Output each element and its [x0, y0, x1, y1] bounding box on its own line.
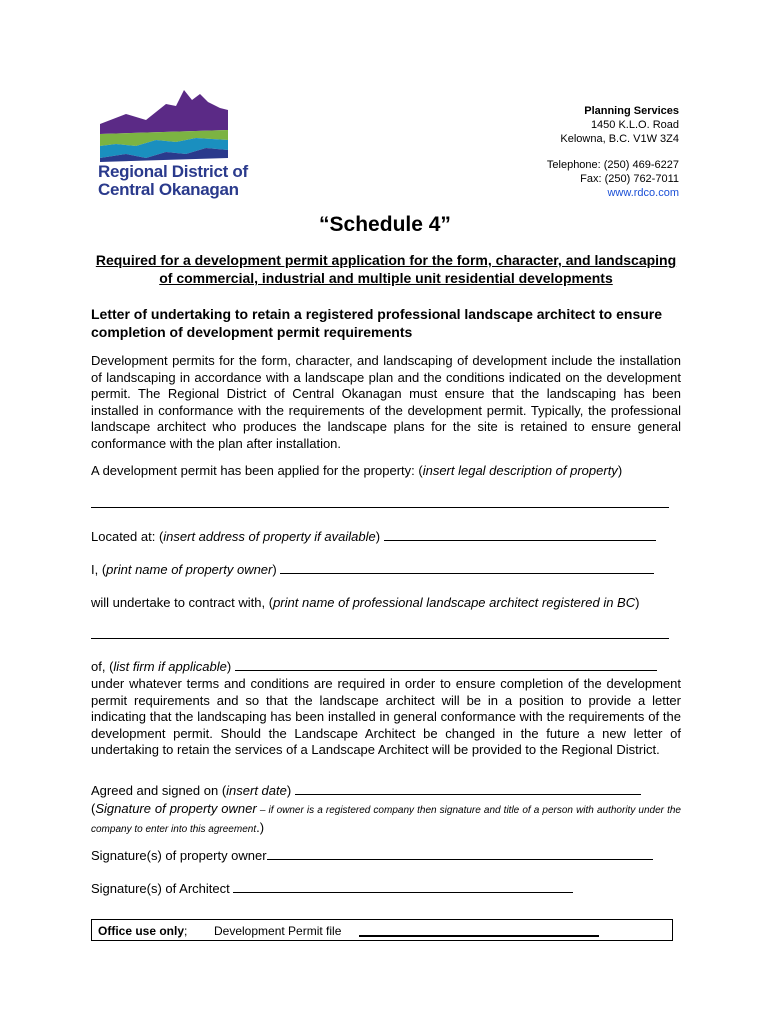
architect-prompt: will undertake to contract with, (print name of professional landscape architect registered in BC): [91, 595, 640, 610]
logo-purple-mountain: [100, 90, 228, 134]
page-title: “Schedule 4”: [319, 213, 451, 236]
terms-paragraph: under whatever terms and conditions are required in order to ensure completion of the development permit requirements and so that the landscape architect will be in a position to provide a letter indicating that the landscaping has been installed in general conformance with the requirements of the development permit. Should the Landscape Architect be changed in the future a new letter of undertaking to retain the services of a Landscape Architect will be provided to the Regional District.: [91, 676, 681, 757]
architect-signature-field[interactable]: Signature(s) of Architect: [91, 881, 573, 897]
website-link[interactable]: www.rdco.com: [607, 187, 679, 199]
telephone: Telephone: (250) 469-6227: [546, 159, 679, 171]
department-name: Planning Services: [584, 105, 679, 117]
property-prompt: A development permit has been applied for the property: (insert legal description of property): [91, 463, 623, 478]
located-field[interactable]: Located at: (insert address of property if available): [91, 529, 656, 545]
owner-signature-field[interactable]: Signature(s) of property owner: [91, 848, 653, 864]
section-heading: Letter of undertaking to retain a registered professional landscape architect to ensure completion of development permit requirements: [91, 306, 663, 340]
permit-file-field[interactable]: [359, 935, 599, 937]
fax: Fax: (250) 762-7011: [580, 173, 679, 185]
page-subtitle: Required for a development permit application for the form, character, and landscaping of commercial, industrial and multiple unit residential developments: [95, 252, 677, 286]
agreed-date-field[interactable]: Agreed and signed on (insert date): [91, 783, 641, 799]
permit-file-label: Development Permit file: [214, 924, 342, 938]
street-address: 1450 K.L.O. Road: [590, 119, 679, 131]
intro-paragraph: Development permits for the form, character, and landscaping of development include the installation of landscaping in accordance with a landscape plan and the conditions indicated on the development permit. The Regional District of Central Okanagan must ensure that the landscaping has been installed in conformance with the requirements of the development permit. Typically, the professional landscape architect who produces the landscape plans for the site is retained to ensure general conformance with the plan after installation.: [91, 353, 681, 451]
address-block: [547, 104, 679, 200]
office-use-box: Office use only; Development Permit file: [91, 919, 673, 941]
logo-line2: Central Okanagan: [98, 180, 239, 199]
office-use-label: Office use only: [98, 924, 185, 938]
signature-note: (Signature of property owner – if owner is a registered company then signature and title of a person with authority under the company to enter into this agreement.): [91, 801, 681, 835]
property-legal-field[interactable]: [91, 496, 669, 512]
architect-name-field[interactable]: [91, 627, 669, 643]
owner-name-field[interactable]: I, (print name of property owner): [91, 562, 654, 578]
city-address: Kelowna, B.C. V1W 3Z4: [560, 133, 679, 145]
logo-line1: Regional District of: [98, 162, 248, 181]
firm-field[interactable]: of, (list firm if applicable): [91, 659, 657, 675]
logo-text: [98, 163, 248, 199]
